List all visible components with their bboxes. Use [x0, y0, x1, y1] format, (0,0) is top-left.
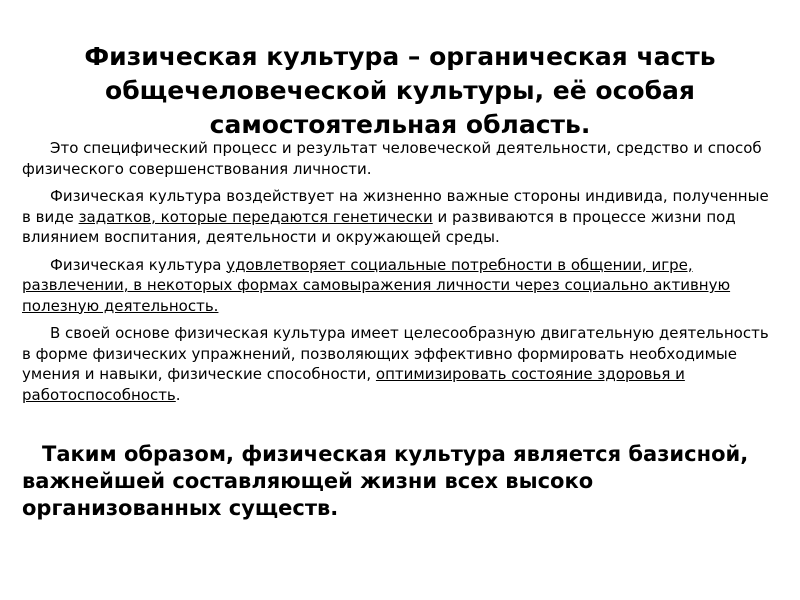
paragraph-1 [22, 138, 772, 179]
paragraph-4-text-end: . [175, 385, 181, 404]
conclusion-text: Таким образом, физическая культура является базисной, важнейшей составляющей жизни всех высоко организованных существ. [22, 442, 749, 520]
paragraph-4 [22, 323, 772, 405]
paragraph-4-underlined: оптимизировать состояние здоровья и работоспособность [22, 365, 685, 404]
paragraph-2 [22, 186, 772, 248]
paragraph-3 [22, 255, 772, 317]
paragraph-4-text-start: В своей основе физическая культура имеет целесообразную двигательную деятельность в форме физических упражнений, позволяющих эффективно формировать необходимые умения и навыки, физические способности, [22, 324, 769, 383]
paragraph-3-underlined: удовлетворяет социальные потребности в общении, игре, развлечении, в некоторых формах самовыражения личности через социально активную полезную деятельность. [22, 255, 731, 315]
slide-body [22, 138, 772, 412]
slide-title: Физическая культура – органическая часть общечеловеческой культуры, её особая самостоятельная область. [84, 42, 716, 139]
paragraph-2-text-start: Физическая культура воздействует на жизненно важные стороны индивида, полученные в виде [22, 187, 769, 226]
paragraph-2-underlined: задатков, которые передаются генетически [78, 207, 433, 226]
paragraph-2-text-end: и развиваются в процессе жизни под влиянием воспитания, деятельности и окружающей среды. [22, 207, 736, 246]
paragraph-1-text: Это специфический процесс и результат человеческой деятельности, средство и способ физического совершенствования личности. [22, 139, 762, 178]
paragraph-3-text-start: Физическая культура [50, 255, 227, 274]
